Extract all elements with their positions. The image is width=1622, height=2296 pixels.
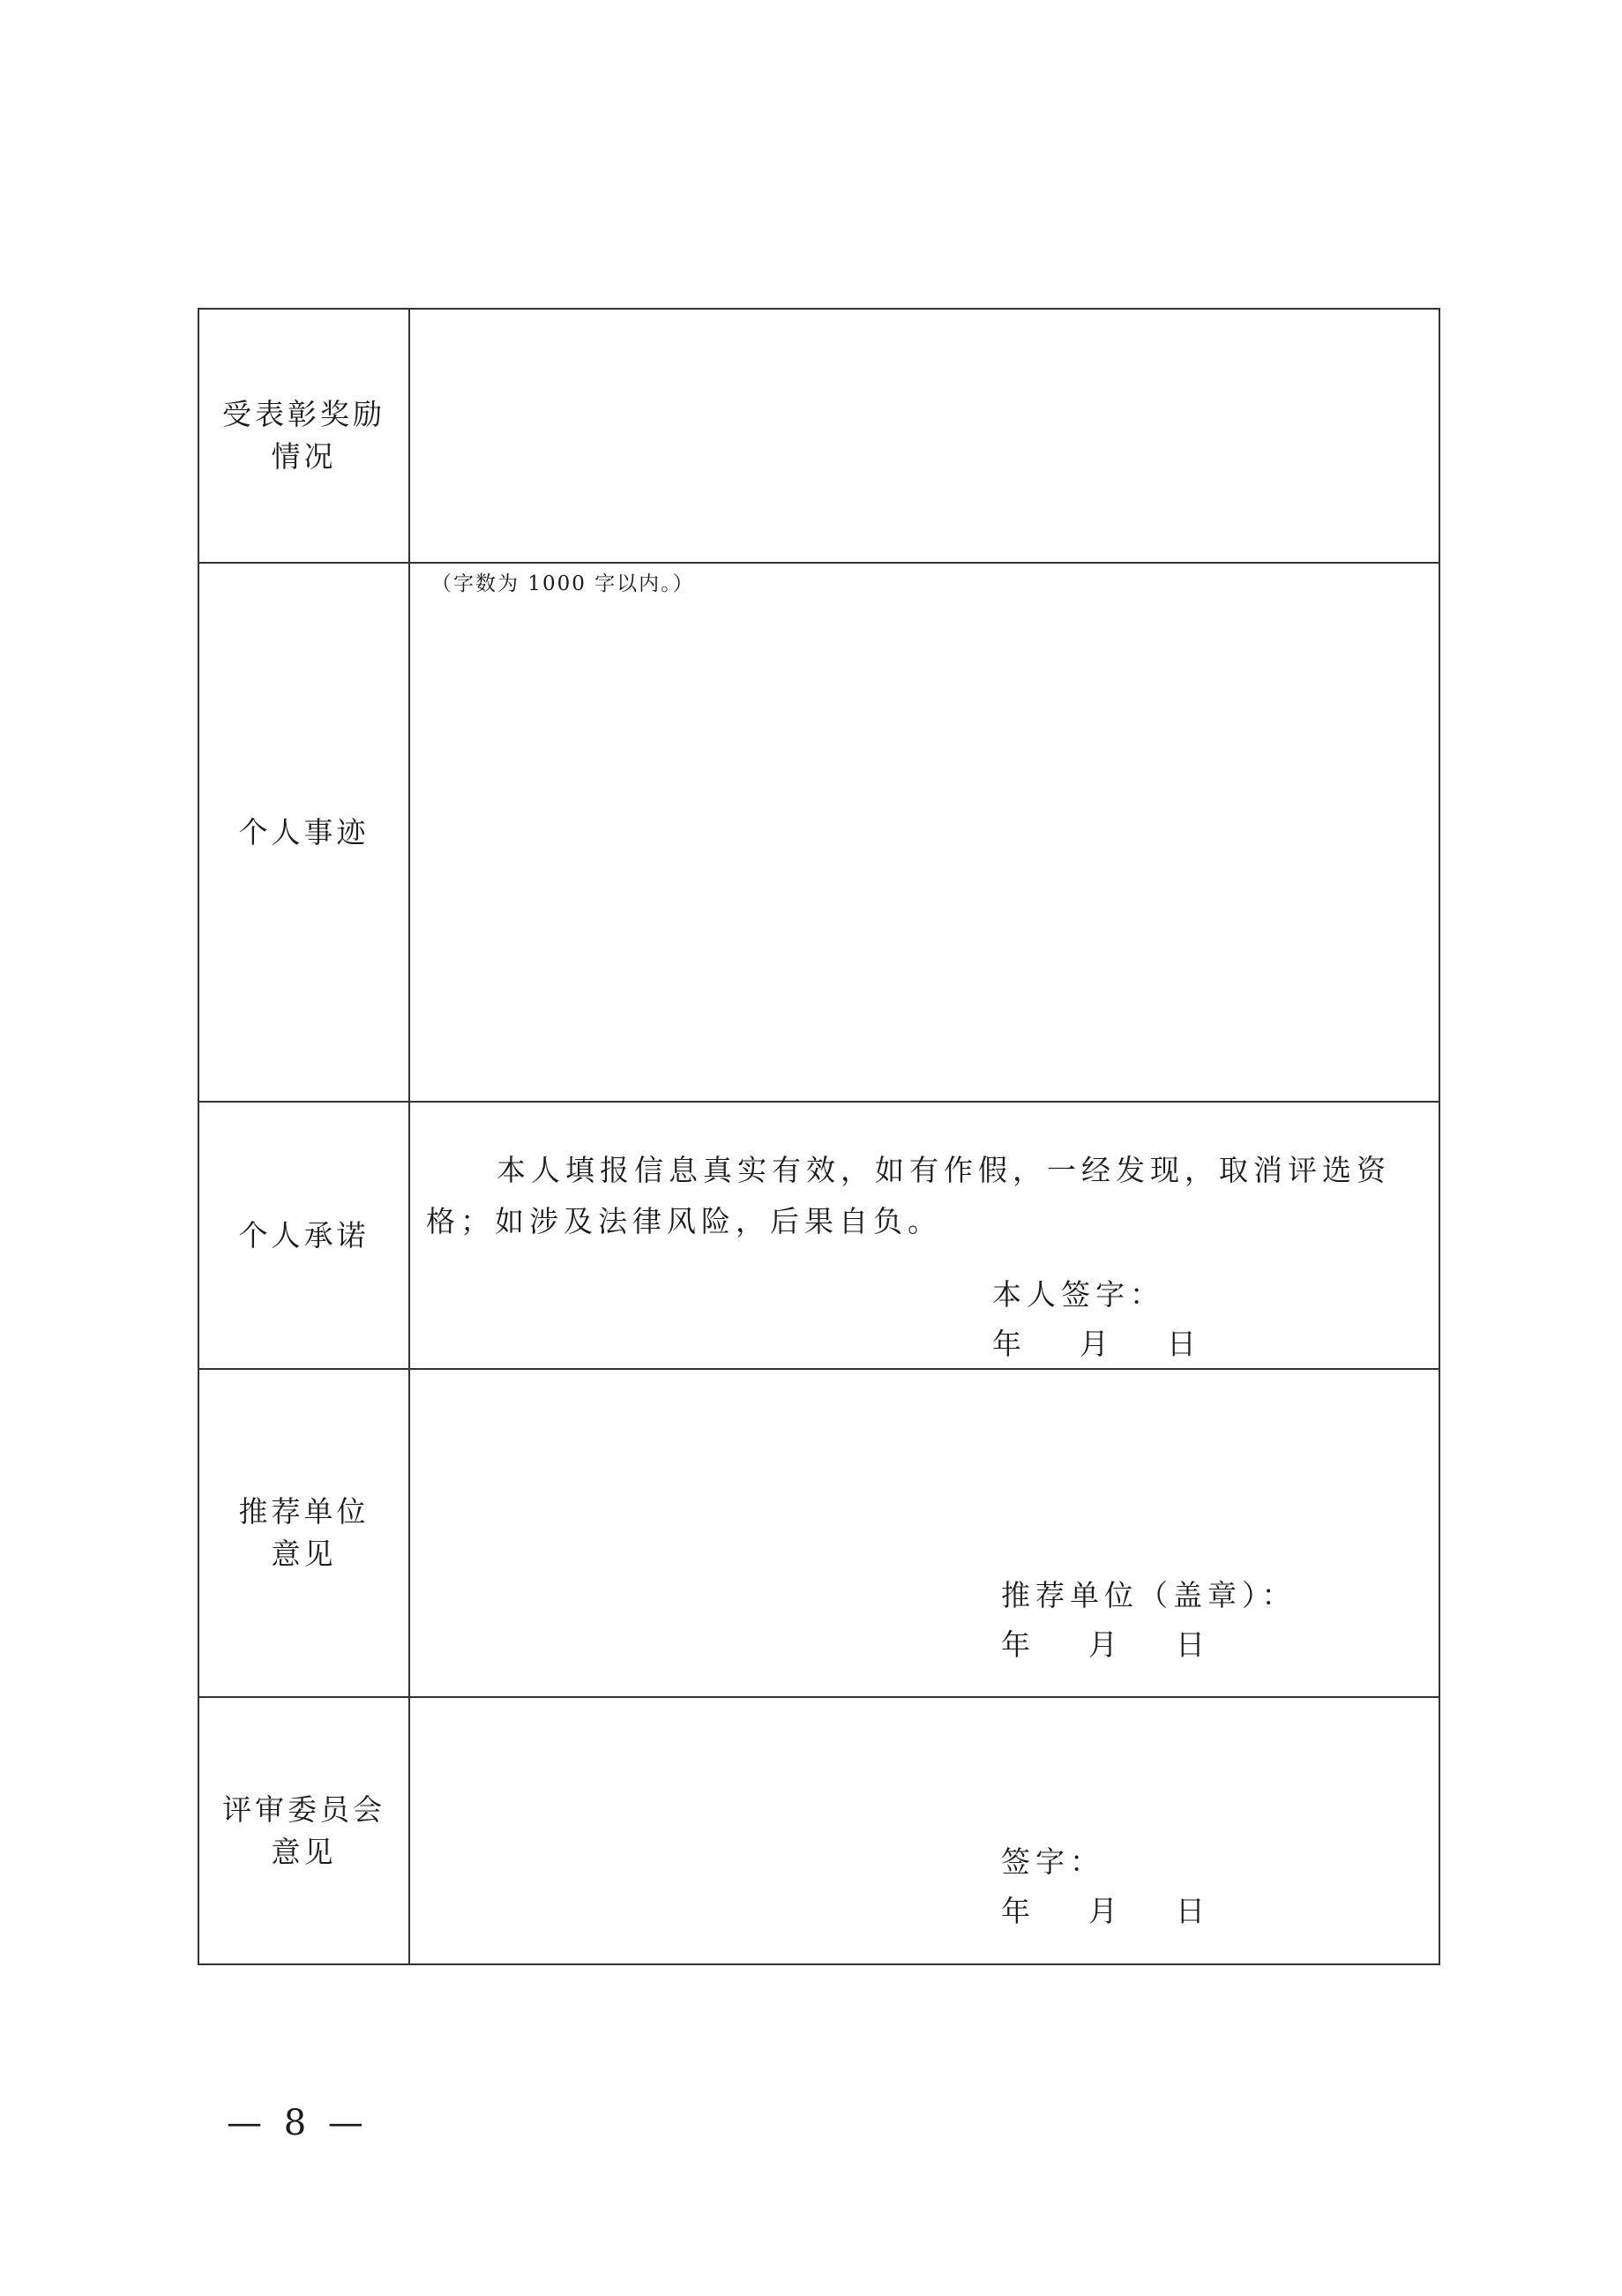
pledge-content — [409, 1102, 1439, 1369]
deeds-word-limit-hint: （字数为 1000 字以内。） — [431, 572, 695, 595]
pledge-label: 个人承诺 — [198, 1102, 409, 1369]
recommender-date-year: 年 — [1001, 1627, 1035, 1662]
pledge-date-year: 年 — [992, 1327, 1027, 1361]
pledge-date-line — [992, 1320, 1201, 1369]
awards-label — [198, 309, 409, 563]
recommender-label-line1: 推荐单位 — [238, 1494, 370, 1529]
recommender-signature-block — [1001, 1571, 1297, 1670]
committee-row — [198, 1697, 1439, 1964]
application-form-table — [198, 308, 1440, 1965]
recommender-date-day: 日 — [1176, 1627, 1210, 1662]
committee-date-line — [1001, 1887, 1210, 1936]
pledge-statement: 本人填报信息真实有效，如有作假，一经发现，取消评选资格；如涉及法律风险，后果自负。 — [426, 1153, 1391, 1238]
pledge-date-day: 日 — [1167, 1327, 1201, 1361]
recommender-row — [198, 1369, 1439, 1697]
pledge-row — [198, 1102, 1439, 1369]
pledge-date-month: 月 — [1080, 1327, 1114, 1361]
recommender-label — [198, 1369, 409, 1697]
deeds-content-field[interactable] — [409, 563, 1439, 1102]
committee-label — [198, 1697, 409, 1964]
committee-date-year: 年 — [1001, 1894, 1035, 1928]
recommender-label-line2: 意见 — [271, 1537, 337, 1571]
committee-date-day: 日 — [1176, 1894, 1210, 1928]
recommender-seal-label[interactable]: 推荐单位（盖章）： — [1001, 1578, 1297, 1612]
awards-label-line2: 情况 — [271, 439, 337, 474]
pledge-signature-block — [992, 1270, 1201, 1369]
committee-opinion-field[interactable] — [409, 1697, 1439, 1964]
recommender-opinion-field[interactable] — [409, 1369, 1439, 1697]
awards-content-field[interactable] — [409, 309, 1439, 563]
recommender-date-line — [1001, 1620, 1297, 1670]
committee-date-month: 月 — [1088, 1894, 1123, 1928]
committee-signature-label[interactable]: 签字： — [1001, 1844, 1104, 1879]
committee-label-line1: 评审委员会 — [222, 1791, 385, 1827]
committee-label-line2: 意见 — [271, 1834, 337, 1869]
recommender-date-month: 月 — [1088, 1627, 1123, 1662]
page-number: — 8 — — [227, 2103, 369, 2143]
deeds-label: 个人事迹 — [198, 563, 409, 1102]
pledge-signature-label[interactable]: 本人签字： — [992, 1277, 1164, 1312]
awards-row — [198, 309, 1439, 563]
awards-label-line1: 受表彰奖励 — [222, 397, 385, 431]
deeds-row — [198, 563, 1439, 1102]
committee-signature-block — [1001, 1837, 1210, 1936]
